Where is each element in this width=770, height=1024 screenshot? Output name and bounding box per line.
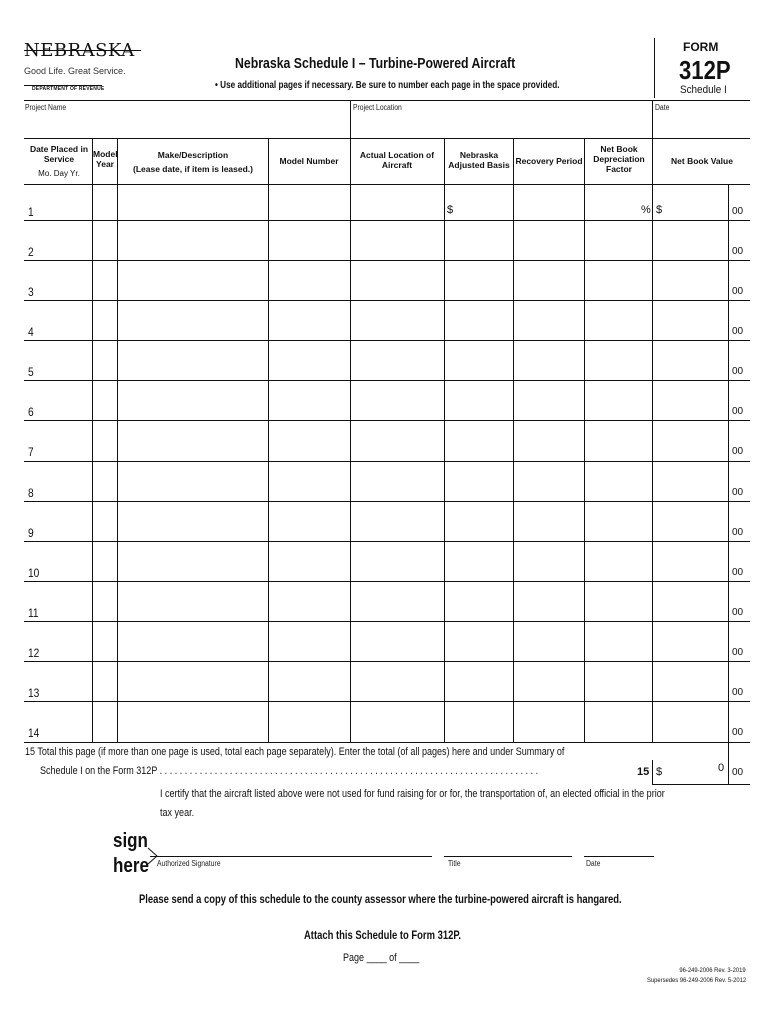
row-line [24, 380, 750, 381]
col-line-cents [728, 184, 729, 784]
col-line-8 [652, 138, 653, 743]
col-model-number: Model Number [279, 156, 339, 166]
row-cents-8: 00 [732, 487, 744, 498]
total-divider [652, 760, 653, 784]
col-depreciation-factor: Net Book Depreciation Factor [593, 144, 645, 174]
row-line [24, 420, 750, 421]
project-date-label: Date [655, 103, 670, 112]
total-bottom-line [652, 784, 750, 785]
page-of-page: Page ____ of ____ [343, 952, 420, 964]
project-name-label: Project Name [25, 103, 67, 112]
row-number-4: 4 [28, 325, 34, 339]
col-make-description-sub: (Lease date, if item is leased.) [133, 164, 253, 174]
attach-instruction: Attach this Schedule to Form 312P. [304, 930, 462, 942]
row-line [24, 461, 750, 462]
row-cents-12: 00 [732, 647, 744, 658]
signature-line [150, 856, 432, 857]
project-name-field[interactable] [26, 113, 346, 135]
col-date-sub: Mo. Day Yr. [38, 169, 80, 178]
project-location-label: Project Location [353, 103, 402, 112]
row-line [24, 581, 750, 582]
project-location-field[interactable] [354, 113, 648, 135]
col-adjusted-basis: Nebraska Adjusted Basis [448, 150, 510, 170]
row-number-11: 11 [28, 606, 39, 620]
row-cents-10: 00 [732, 567, 744, 578]
row-number-9: 9 [28, 526, 34, 540]
row-number-6: 6 [28, 405, 34, 419]
project-top-line [24, 100, 750, 101]
here-label: here [113, 855, 149, 877]
form-number: 312P [679, 55, 731, 85]
logo-department: DEPARTMENT OF REVENUE [32, 86, 105, 92]
col-line-2 [117, 138, 118, 743]
total-dollar: $ [656, 766, 663, 778]
total-line-text-1: 15 Total this page (if more than one page is used, total each page separately). Enter the total (of all pages) here and under Summary of [25, 746, 565, 758]
row-cents-3: 00 [732, 286, 744, 297]
signature-field[interactable] [150, 834, 432, 856]
col-line-6 [513, 138, 514, 743]
row-line [24, 501, 750, 502]
row-cents-1: 00 [732, 206, 744, 217]
col-line-4 [350, 138, 351, 743]
signature-date-label: Date [586, 859, 601, 868]
row-line [24, 742, 750, 743]
col-line-7 [584, 138, 585, 743]
row-line [24, 340, 750, 341]
row-number-5: 5 [28, 365, 34, 379]
row-line [24, 541, 750, 542]
project-divider-2 [652, 100, 653, 138]
row-number-3: 3 [28, 285, 34, 299]
row-line [24, 661, 750, 662]
row-number-7: 7 [28, 445, 34, 459]
certify-text-1: I certify that the aircraft listed above were not used for fund raising for or for, the transportation of, an elected official in the prior [160, 788, 665, 800]
row-number-12: 12 [28, 646, 40, 660]
title-line [444, 856, 572, 857]
row-cents-6: 00 [732, 406, 744, 417]
authorized-signature-label: Authorized Signature [157, 859, 221, 868]
row-line [24, 220, 750, 221]
sign-label: sign [113, 830, 148, 852]
signature-date-field[interactable] [584, 834, 654, 856]
row1-basis-dollar: $ [447, 204, 454, 216]
total-cents: 00 [732, 767, 744, 778]
row-number-1: 1 [28, 205, 34, 219]
col-make-description: Make/Description [157, 150, 229, 160]
row-cents-9: 00 [732, 527, 744, 538]
col-date-placed: Date Placed in Service [29, 144, 89, 164]
title-field[interactable] [444, 834, 572, 856]
project-date-field[interactable] [656, 113, 748, 135]
row1-value-dollar: $ [656, 204, 663, 216]
col-actual-location: Actual Location of Aircraft [359, 150, 435, 170]
project-divider-1 [350, 100, 351, 138]
col-net-book-value: Net Book Value [671, 156, 733, 166]
schedule-label: Schedule I [680, 84, 727, 96]
row-cents-7: 00 [732, 446, 744, 457]
row-number-8: 8 [28, 486, 34, 500]
col-model-year: Model Year [93, 149, 118, 169]
row-number-13: 13 [28, 686, 40, 700]
col-line-1 [92, 138, 93, 743]
date-line [584, 856, 654, 857]
logo-tagline: Good Life. Great Service. [24, 66, 126, 76]
row-cents-2: 00 [732, 246, 744, 257]
table-header-bottom-line [24, 184, 750, 185]
row-number-14: 14 [28, 726, 40, 740]
table-top-line [24, 138, 750, 139]
row-cents-4: 00 [732, 326, 744, 337]
form-label: FORM [683, 40, 719, 54]
revision-number: 96-249-2006 Rev. 3-2019 [679, 967, 746, 974]
row-cents-13: 00 [732, 687, 744, 698]
title-label: Title [448, 859, 461, 868]
total-line-text-2: Schedule I on the Form 312P . . . . . . . . . . . . . . . . . . . . . . . . . . . . . . . . . . . . . . . . . . . . . . . . . . . . . . . . . . . . . . . . . . . . . . . . . . . . [40, 765, 539, 777]
row-line [24, 260, 750, 261]
supersedes-note: Supersedes 96-249-2006 Rev. 5-2012 [646, 977, 746, 984]
certify-text-2: tax year. [160, 807, 195, 819]
nebraska-logo: NEBRASKA [24, 40, 135, 61]
row-cents-11: 00 [732, 607, 744, 618]
col-recovery-period: Recovery Period [515, 156, 583, 166]
row-line [24, 621, 750, 622]
form-instruction: • Use additional pages if necessary. Be sure to number each page in the space provided. [215, 80, 560, 91]
row-cents-14: 00 [732, 727, 744, 738]
row-line [24, 701, 750, 702]
row-line [24, 300, 750, 301]
total-value[interactable]: 0 [718, 762, 725, 774]
total-line-number: 15 [637, 766, 650, 778]
row-number-2: 2 [28, 245, 34, 259]
row-cents-5: 00 [732, 366, 744, 377]
col-line-5 [444, 138, 445, 743]
col-line-3 [268, 138, 269, 743]
form-title: Nebraska Schedule I – Turbine-Powered Aircraft [235, 55, 516, 72]
row-number-10: 10 [28, 566, 40, 580]
send-copy-instruction: Please send a copy of this schedule to the county assessor where the turbine-powered aircraft is hangared. [139, 894, 622, 906]
row1-percent-sign: % [641, 204, 651, 216]
